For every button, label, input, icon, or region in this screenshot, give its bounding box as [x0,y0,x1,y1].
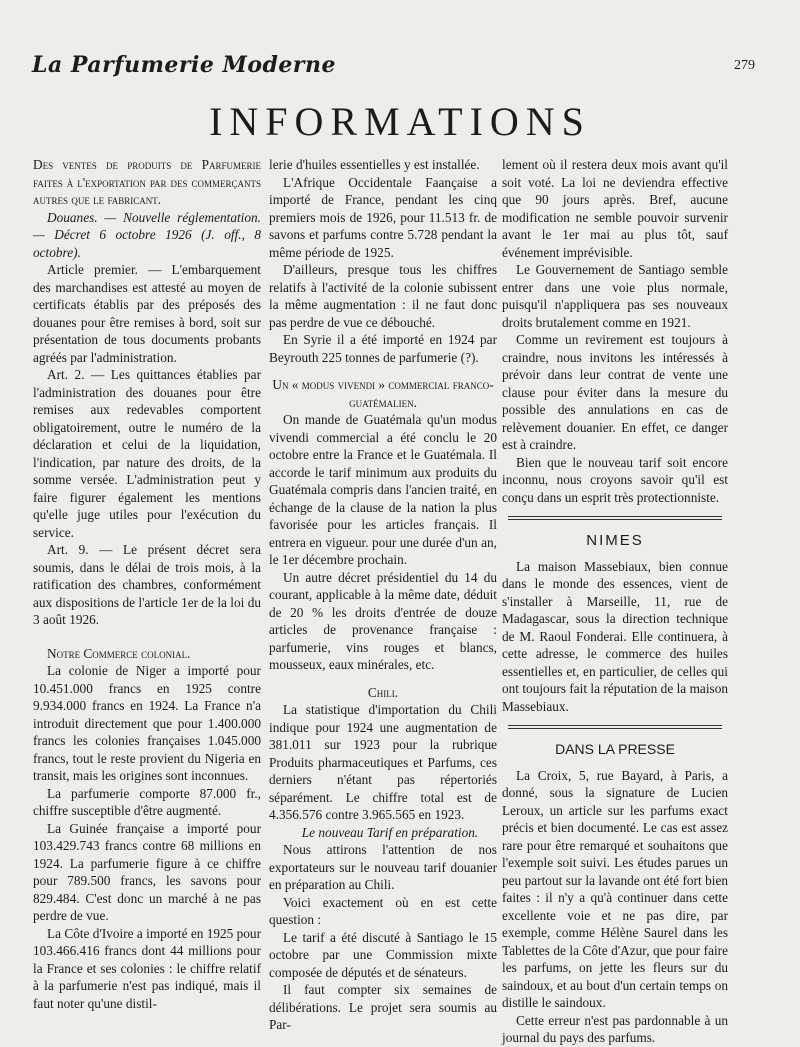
paragraph: Il faut compter six semaines de délibérations. Le projet sera soumis au Par- [269,982,497,1032]
paragraph: Comme un revirement est toujours à craindre, nous invitons les intéressés à prévoir dans leur contrat de vente une clause pour éviter dans la mesure du possible des annulations en cas de relèvement douanier. En effet, ce danger est à craindre. [502,332,728,452]
paragraph: L'Afrique Occidentale Faançaise a importé de France, pendant les cinq premiers mois de 1926, pour 11.513 fr. de savons et parfums contre 5.728 pendant la même période de 1925. [269,174,497,260]
paragraph: Le tarif a été discuté à Santiago le 15 octobre par une Commission mixte composée de députés et de sénateurs. [269,929,497,980]
paragraph: La Guinée française a importé pour 103.429.743 francs contre 68 millions en 1924. La parfumerie figure à ce chiffre pour 789.500 francs, les savons pour 829.484. C'est donc un marché à ne pas perdre de vue. [33,820,261,923]
paragraph: Article premier. — L'embarquement des marchandises est attesté au moyen de certificats établis par des préposés des douanes pour être remises à bord, soit sur présentation de tous documents probants agréés par l'administration. [33,262,261,365]
section-heading-ventes: Des ventes de produits de Parfumerie faites à l'exportation par des commerçants autres que le fabricant. [33,157,261,207]
section-divider [508,725,722,729]
paragraph: Un autre décret présidentiel du 14 du courant, applicable à la même date, déduit de 20 % les droits d'entrée de douze articles de provenance française : parfumerie, vins rouges et blancs, mousseux, eaux minérales, etc. [269,569,497,672]
column-3 [502,156,728,1047]
paragraph: Douanes. — Nouvelle réglementation. — Décret 6 octobre 1926 (J. off., 8 octobre). [33,209,261,260]
paragraph: On mande de Guatémala qu'un modus vivendi commercial a été conclu le 20 octobre entre la France et le Guatémala. Il accorde le tarif minimum aux produits du Guatémala compris dans l'ancien traité, en échange de la clause de la nation la plus favorisée pour les articles français. Il entrera en vigueur. pour une durée d'un an, le 1er décembre prochain. [269,412,497,567]
paragraph: Cette erreur n'est pas pardonnable à un journal du pays des parfums. [502,1012,728,1045]
paragraph: Bien que le nouveau tarif soit encore inconnu, nous croyons savoir qu'il est conçu dans un esprit très protectionniste. [502,454,728,505]
section-heading-nouveau-tarif: Le nouveau Tarif en préparation. [301,824,479,840]
paragraph: D'ailleurs, presque tous les chiffres relatifs à l'activité de la colonie subissent la même augmentation : il ne faut donc pas perdre de vue ce débouché. [269,262,497,330]
column-2 [269,156,497,1034]
paragraph: lement où il restera deux mois avant qu'il soit voté. La loi ne deviendra effective que 90 jours après. Bref, aucune modification ne semble pouvoir survenir avant le 1er mai au plus tôt, sauf événement imprévisible. [502,157,728,260]
paragraph: Art. 2. — Les quittances établies par l'administration des douanes pour être remises aux redevables comportent obligatoirement, outre le numéro de la déclaration et celui de la liquidation, l'indication, par nature des droits, de la somme versée. L'administration peut y faire figurer également les mentions qu'elle juge utiles pour l'exécution du service. [33,367,261,540]
paragraph: Le Gouvernement de Santiago semble entrer dans une voie plus normale, puisqu'il n'appliquera pas ses nouveaux droits brutalement comme en 1921. [502,262,728,330]
column-1 [33,156,261,1012]
paragraph: La Croix, 5, rue Bayard, à Paris, a donné, sous la signature de Lucien Leroux, un article sur les parfums exact précis et bien documenté. Le cas est assez rare pour être remarqué et souhaitons que l'exemple soit suivi. Les études parues un peu partout sur la lavande ont été fort bien faites : il n'y a qu'à continuer dans cette excellente voie et ne pas dire, par exemple, comme Hélène Saurel dans les Tablettes de la Côte d'Azur, que pour faire les parfums, on jette les fleurs sur du saindoux, et au bout d'un certain temps on distille le saindoux. [502,767,728,1010]
section-heading-chili: Chili. [367,684,399,700]
paragraph: La maison Massebiaux, bien connue dans le monde des essences, vient de s'installer à Marseille, 11, rue de Madagascar, sous la direction technique de M. Raoul Fonderai. Elle continuera, à cette adresse, le commerce des huiles essentielles et, en particulier, de celles qui ont toujours fait la réputation de la maison Massebiaux. [502,558,728,714]
page-title: INFORMATIONS [209,99,591,144]
page-number: 279 [734,58,755,73]
paragraph: La Côte d'Ivoire a importé en 1925 pour 103.466.416 francs dont 44 millions pour la France et ses colonies : le chiffre relatif à la parfumerie n'est pas indiqué, mais il faut noter qu'une distil- [33,925,261,1011]
section-heading-nimes: NIMES [586,532,644,549]
paragraph: Voici exactement où en est cette question : [269,894,497,927]
paragraph: En Syrie il a été importé en 1924 par Beyrouth 225 tonnes de parfumerie (?). [269,332,497,365]
section-heading-commerce-colonial: Notre Commerce colonial. [47,645,191,661]
section-heading-presse: DANS LA PRESSE [555,741,675,757]
paragraph: La colonie de Niger a importé pour 10.451.000 francs en 1925 contre 9.934.000 francs en 1924. La France n'a introduit directement que pour 1.400.000 francs les colonies françaises 1.045.000 francs, tout le reste provient du Nigeria en transit, mais les origines sont inconnues. [33,663,261,783]
paragraph: lerie d'huiles essentielles y est installée. [269,157,480,172]
paragraph: Nous attirons l'attention de nos exportateurs sur le nouveau tarif douanier en préparation au Chili. [269,842,497,892]
section-divider [508,516,722,520]
paragraph: Art. 9. — Le présent décret sera soumis, dans le délai de trois mois, à la ratification des chambres, conformément aux dispositions de l'article 1er de la loi du 3 août 1926. [33,542,261,627]
masthead: La Parfumerie Moderne [32,52,337,78]
section-heading-modus-vivendi: Un « modus vivendi » commercial franco-guatémalien. [272,377,494,410]
paragraph: La statistique d'importation du Chili indique pour 1924 une augmentation de 381.011 sur 1923 pour la rubrique Produits pharmaceutiques et Parfums, ces derniers n'étant pas répertoriés séparément. Le chiffre total est de 4.356.576 contre 3.965.565 en 1923. [269,702,497,822]
paragraph: La parfumerie comporte 87.000 fr., chiffre susceptible d'être augmenté. [33,785,261,818]
